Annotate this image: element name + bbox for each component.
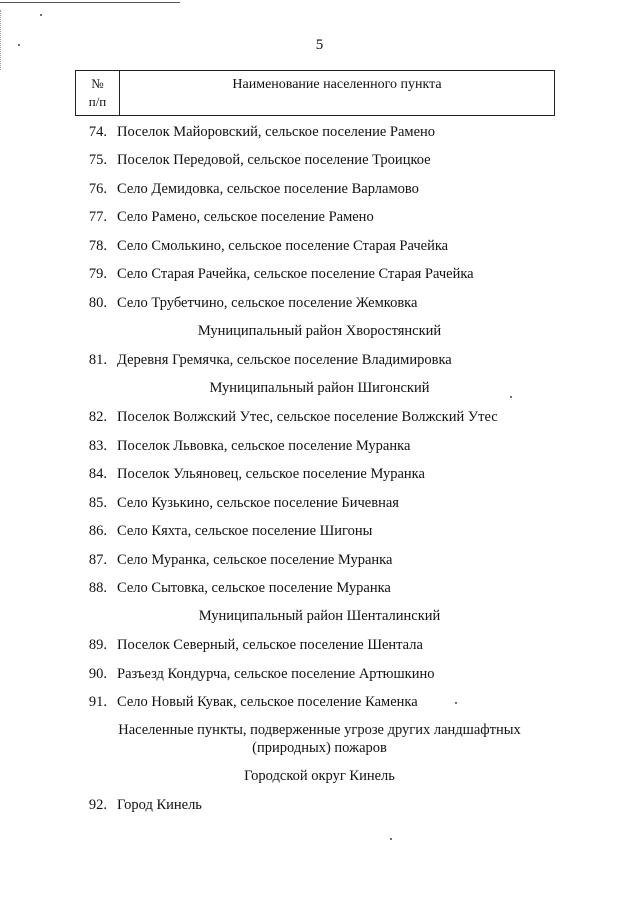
item-name: Поселок Волжский Утес, сельское поселение Волжский Утес — [117, 409, 498, 425]
district-heading: Муниципальный район Шигонский — [209, 380, 430, 396]
section-heading-line1: Населенные пункты, подверженные угрозе других ландшафтных — [118, 722, 521, 738]
item-name: Село Кяхта, сельское поселение Шигоны — [117, 523, 373, 539]
item-name: Поселок Передовой, сельское поселение Троицкое — [117, 152, 431, 168]
table-header — [75, 70, 555, 116]
list-item — [0, 148, 639, 172]
list-item — [0, 519, 639, 543]
item-name: Деревня Гремячка, сельское поселение Владимировка — [117, 352, 452, 368]
scan-edge-line — [0, 2, 180, 3]
item-name: Поселок Ульяновец, сельское поселение Муранка — [117, 466, 425, 482]
item-number: 79. — [88, 266, 107, 282]
item-number: 88. — [88, 580, 107, 596]
item-name: Село Трубетчино, сельское поселение Жемковка — [117, 295, 418, 311]
scan-speck — [40, 14, 42, 16]
item-name: Поселок Майоровский, сельское поселение Рамено — [117, 124, 436, 140]
item-number: 86. — [88, 523, 107, 539]
list-item — [0, 234, 639, 258]
item-name: Село Старая Рачейка, сельское поселение Старая Рачейка — [117, 266, 474, 282]
item-name: Село Сытовка, сельское поселение Муранка — [117, 580, 391, 596]
header-name-cell: Наименование населенного пункта — [232, 77, 442, 92]
item-number: 91. — [88, 694, 107, 710]
item-number: 75. — [88, 152, 107, 168]
list-item — [0, 690, 639, 714]
item-name: Село Новый Кувак, сельское поселение Каменка — [117, 694, 418, 710]
list-item — [0, 491, 639, 515]
header-number-abbr: п/п — [88, 94, 107, 109]
item-number: 84. — [88, 466, 107, 482]
item-name: Разъезд Кондурча, сельское поселение Артюшкино — [117, 666, 435, 682]
item-number: 81. — [88, 352, 107, 368]
scan-speck — [455, 702, 457, 704]
list-item — [0, 662, 639, 686]
list-item — [0, 177, 639, 201]
item-number: 89. — [88, 637, 107, 653]
list-item — [0, 434, 639, 458]
list-item — [0, 633, 639, 657]
item-name: Село Смолькино, сельское поселение Старая Рачейка — [117, 238, 449, 254]
scan-speck — [510, 396, 512, 398]
item-name: Поселок Северный, сельское поселение Шентала — [117, 637, 423, 653]
district-heading: Муниципальный район Хворостянский — [197, 323, 442, 339]
item-name: Село Демидовка, сельское поселение Варламово — [117, 181, 419, 197]
header-number-cell — [76, 71, 120, 115]
list-item — [0, 462, 639, 486]
item-name: Село Кузькино, сельское поселение Бичевная — [117, 495, 399, 511]
item-name: Поселок Львовка, сельское поселение Муранка — [117, 438, 411, 454]
district-heading: Муниципальный район Шенталинский — [198, 608, 441, 624]
list-item — [0, 405, 639, 429]
item-number: 80. — [88, 295, 107, 311]
item-number: 77. — [88, 209, 107, 225]
scan-speck — [390, 838, 392, 840]
item-number: 74. — [88, 124, 107, 140]
page-number: 5 — [315, 37, 324, 53]
header-number-symbol: № — [91, 76, 104, 91]
item-number: 76. — [88, 181, 107, 197]
list-item — [0, 262, 639, 286]
item-number: 82. — [88, 409, 107, 425]
list-item — [0, 576, 639, 600]
list-item — [0, 548, 639, 572]
item-name: Село Муранка, сельское поселение Муранка — [117, 552, 393, 568]
list-item — [0, 291, 639, 315]
item-number: 90. — [88, 666, 107, 682]
item-number: 92. — [88, 797, 107, 813]
list-item — [0, 205, 639, 229]
list-item — [0, 793, 639, 817]
item-number: 78. — [88, 238, 107, 254]
section-heading-line2: (природных) пожаров — [252, 740, 387, 756]
item-number: 83. — [88, 438, 107, 454]
item-number: 85. — [88, 495, 107, 511]
item-name: Город Кинель — [117, 797, 202, 813]
list-item — [0, 120, 639, 144]
list-item — [0, 348, 639, 372]
item-name: Село Рамено, сельское поселение Рамено — [117, 209, 374, 225]
item-number: 87. — [88, 552, 107, 568]
district-heading: Городской округ Кинель — [244, 768, 395, 784]
